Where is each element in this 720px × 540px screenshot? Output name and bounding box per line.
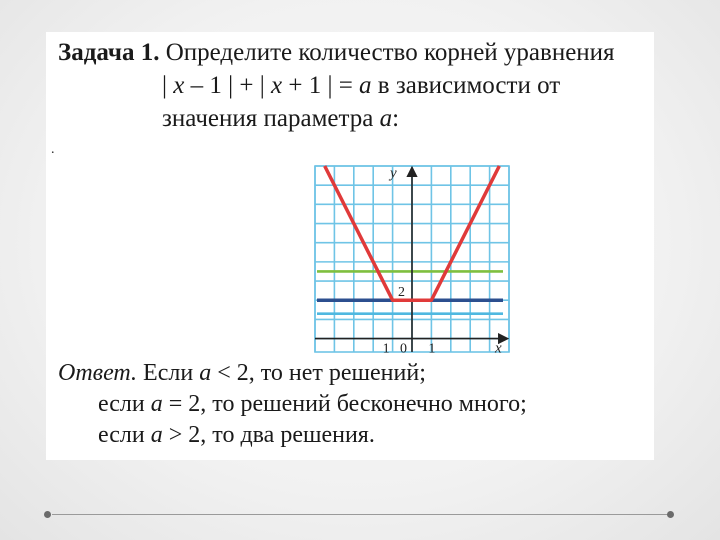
corner-dot-left [44, 511, 51, 518]
param-var-a: a [379, 105, 393, 132]
equation-var-a: a [359, 72, 372, 99]
answer-var-a: a [199, 360, 212, 386]
answer-line-3 [58, 420, 648, 451]
task-line-1 [58, 36, 648, 69]
task-line-3 [58, 102, 648, 135]
answer-text: > 2, то два решения. [162, 422, 375, 448]
axes [315, 165, 507, 352]
answer-label: Ответ. [58, 360, 138, 386]
bottom-rule [52, 514, 668, 515]
tick-label-one: 1 [428, 341, 436, 356]
equation-var-x: x [270, 72, 283, 99]
stray-mark: . [51, 142, 55, 157]
answer-block [58, 358, 648, 451]
equation-part: – 1 | + | [184, 72, 271, 99]
task-label: Задача 1. [58, 39, 160, 66]
content-panel [46, 32, 654, 460]
answer-text: < 2, то нет решений; [211, 360, 426, 386]
answer-var-a: a [150, 391, 163, 417]
equation-part: + 1 | = [282, 72, 360, 99]
equation-var-x: x [173, 72, 185, 99]
equation-part: | [162, 72, 174, 99]
task-line-3-end: : [392, 105, 400, 132]
tick-label-neg-one: 1 [382, 341, 390, 356]
y-axis-label: y [390, 165, 397, 182]
answer-text: если [98, 422, 151, 448]
answer-var-a: a [150, 422, 163, 448]
task-line-3-text: значения параметра [162, 105, 380, 132]
answer-text: если [98, 391, 151, 417]
equation-part: в зависимости от [371, 72, 561, 99]
tick-label-two: 2 [398, 285, 405, 301]
task-statement [58, 36, 648, 135]
x-axis-label: x [495, 340, 502, 356]
corner-dot-right [667, 511, 674, 518]
tick-label-zero: 0 [400, 341, 407, 356]
task-text: Определите количество корней уравнения [165, 39, 615, 66]
answer-line-1 [58, 358, 648, 389]
answer-text: = 2, то решений бесконечно много; [162, 391, 527, 417]
horizontal-lines [317, 271, 503, 313]
task-equation [58, 69, 648, 102]
function-graph [311, 162, 513, 356]
answer-text: Если [137, 360, 200, 386]
answer-line-2 [58, 389, 648, 420]
